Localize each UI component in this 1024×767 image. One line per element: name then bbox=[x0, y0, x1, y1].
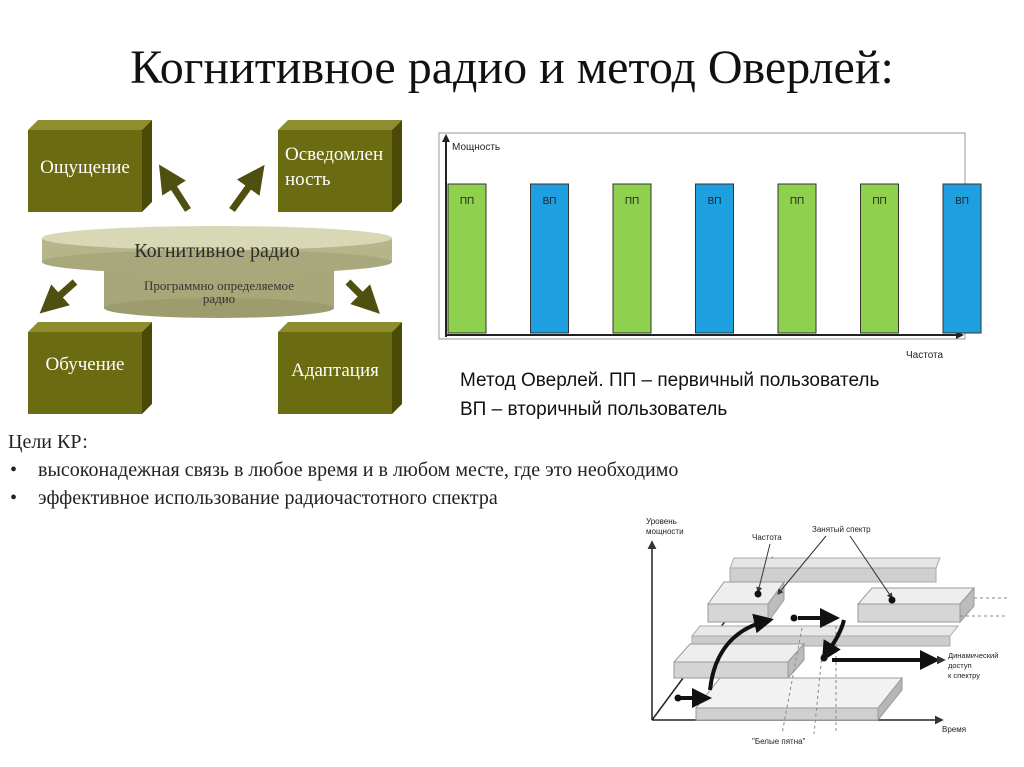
spectrum-block bbox=[674, 644, 804, 678]
sensing-label: Ощущение bbox=[40, 157, 130, 178]
awareness-label-line2: ность bbox=[285, 169, 331, 190]
access-point-dot bbox=[755, 591, 762, 598]
access-point-dot bbox=[675, 695, 682, 702]
y-axis-label: Мощность bbox=[452, 142, 501, 153]
dynamic-access-label-line2: доступ bbox=[948, 661, 972, 670]
box-awareness bbox=[278, 120, 402, 212]
goal-text: высоконадежная связь в любое время и в любом месте, где это необходимо bbox=[38, 459, 679, 481]
cognitive-radio-diagram bbox=[20, 118, 410, 418]
bullet-icon: • bbox=[10, 459, 18, 481]
spectrum-block bbox=[858, 588, 974, 622]
occupied-spectrum-label: Занятый спектр bbox=[812, 525, 871, 534]
arrow-to-learning bbox=[48, 282, 75, 306]
bar-label: ВП bbox=[955, 196, 969, 207]
bar-label: ВП bbox=[542, 196, 557, 207]
caption-line2: ВП – вторичный пользователь bbox=[460, 399, 728, 420]
bar-label: ПП bbox=[789, 196, 805, 207]
access-point-dot bbox=[821, 655, 828, 662]
sdr-label-line2: радио bbox=[202, 291, 236, 306]
box-learning bbox=[28, 322, 152, 414]
arrow-to-adaptation bbox=[348, 282, 372, 306]
spectrum-block bbox=[708, 582, 784, 622]
bar-label: ПП bbox=[872, 196, 887, 207]
arrow-to-awareness bbox=[232, 174, 258, 210]
goal-text: эффективное использование радиочастотного спектра bbox=[38, 487, 498, 509]
caption-line1: Метод Оверлей. ПП – первичный пользователь bbox=[460, 370, 880, 391]
page-title: Когнитивное радио и метод Оверлей: bbox=[130, 41, 894, 94]
bullet-icon: • bbox=[10, 487, 18, 509]
learning-label: Обучение bbox=[45, 354, 125, 375]
awareness-label-line1: Осведомлен bbox=[285, 144, 384, 165]
bar-label: ВП bbox=[707, 196, 722, 207]
power-level-label-line2: мощности bbox=[646, 527, 684, 536]
spectrum-block bbox=[692, 626, 958, 646]
power-level-label-line1: Уровень bbox=[646, 517, 677, 526]
bar-label: ПП bbox=[459, 196, 475, 207]
frequency-label: Частота bbox=[752, 533, 782, 542]
cognitive-radio-disc bbox=[42, 226, 392, 274]
goals-list bbox=[8, 456, 888, 512]
overlay-chart bbox=[438, 132, 968, 364]
sdr-label-line1: Программно определяемое bbox=[144, 278, 294, 293]
box-sensing bbox=[28, 120, 152, 212]
chart-caption bbox=[460, 366, 879, 424]
goals-heading: Цели КР: bbox=[8, 431, 88, 453]
goals-section bbox=[8, 428, 888, 512]
goal-item bbox=[8, 484, 888, 512]
access-point-dot bbox=[791, 615, 798, 622]
x-axis-label: Частота bbox=[906, 350, 944, 361]
spectrum-access-diagram bbox=[640, 512, 1010, 762]
cognitive-radio-label: Когнитивное радио bbox=[134, 240, 300, 262]
access-point-dot bbox=[889, 597, 896, 604]
spectrum-block bbox=[696, 678, 902, 720]
box-adaptation bbox=[278, 322, 402, 414]
bar-label: ПП bbox=[624, 196, 640, 207]
goal-item bbox=[8, 456, 888, 484]
time-label: Время bbox=[942, 725, 967, 734]
arrow-to-sensing bbox=[165, 174, 188, 210]
adaptation-label: Адаптация bbox=[291, 360, 379, 381]
dynamic-access-label-line3: к спектру bbox=[948, 671, 980, 680]
dynamic-access-label-line1: Динамический bbox=[948, 651, 999, 660]
white-spaces-label: "Белые пятна" bbox=[752, 737, 806, 746]
